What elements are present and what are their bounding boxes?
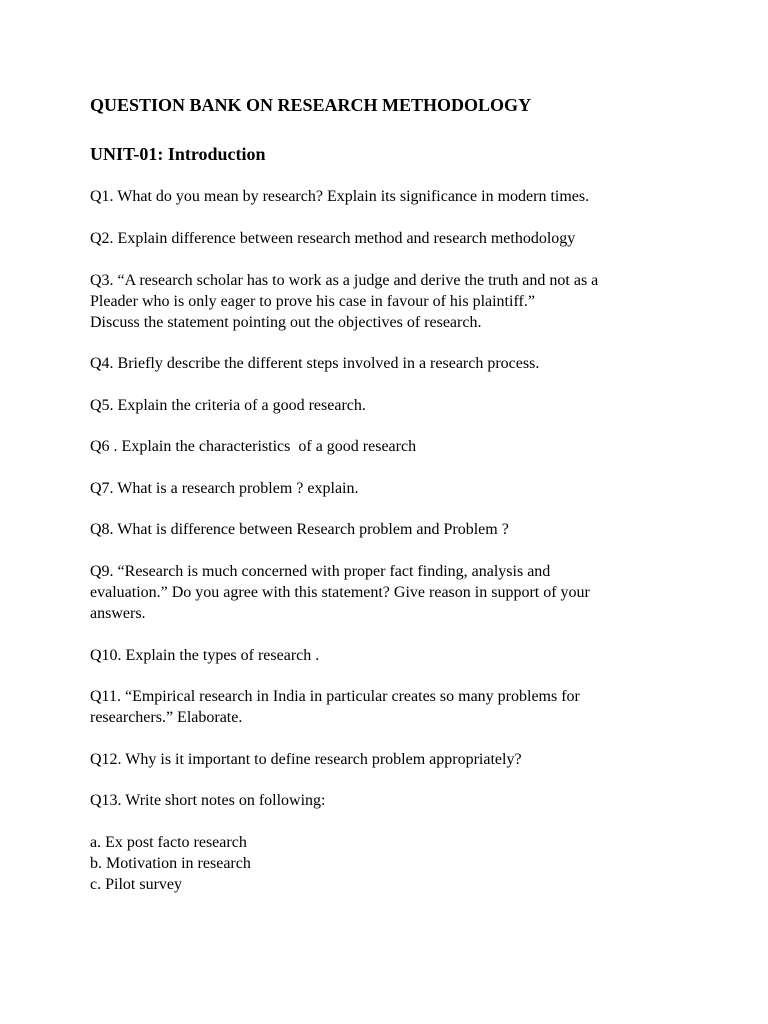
question-9-line-2: evaluation.” Do you agree with this statement? Give reason in support of your	[90, 584, 590, 601]
question-13-item-c: c. Pilot survey	[90, 876, 182, 893]
question-7: Q7. What is a research problem ? explain.	[90, 480, 359, 497]
question-4: Q4. Briefly describe the different steps involved in a research process.	[90, 355, 540, 372]
question-11-line-2: researchers.” Elaborate.	[90, 709, 243, 726]
question-10: Q10. Explain the types of research .	[90, 647, 320, 664]
question-1: Q1. What do you mean by research? Explain its significance in modern times.	[90, 188, 590, 205]
question-9-line-1: Q9. “Research is much concerned with proper fact finding, analysis and	[90, 563, 551, 580]
document-title: QUESTION BANK ON RESEARCH METHODOLOGY	[90, 95, 532, 115]
question-3-line-1: Q3. “A research scholar has to work as a judge and derive the truth and not as a	[90, 272, 599, 289]
question-13: Q13. Write short notes on following:	[90, 792, 326, 809]
question-6: Q6 . Explain the characteristics of a good research	[90, 438, 417, 455]
question-5: Q5. Explain the criteria of a good research.	[90, 397, 366, 414]
question-8: Q8. What is difference between Research problem and Problem ?	[90, 521, 509, 538]
question-11-line-1: Q11. “Empirical research in India in particular creates so many problems for	[90, 688, 580, 705]
question-12: Q12. Why is it important to define research problem appropriately?	[90, 751, 522, 768]
question-13-item-b: b. Motivation in research	[90, 855, 251, 872]
question-13-item-a: a. Ex post facto research	[90, 834, 247, 851]
question-3-line-3: Discuss the statement pointing out the objectives of research.	[90, 314, 482, 331]
question-9-line-3: answers.	[90, 605, 146, 622]
question-2: Q2. Explain difference between research method and research methodology	[90, 230, 576, 247]
question-3-line-2: Pleader who is only eager to prove his case in favour of his plaintiff.”	[90, 293, 535, 310]
unit-heading: UNIT-01: Introduction	[90, 144, 266, 164]
